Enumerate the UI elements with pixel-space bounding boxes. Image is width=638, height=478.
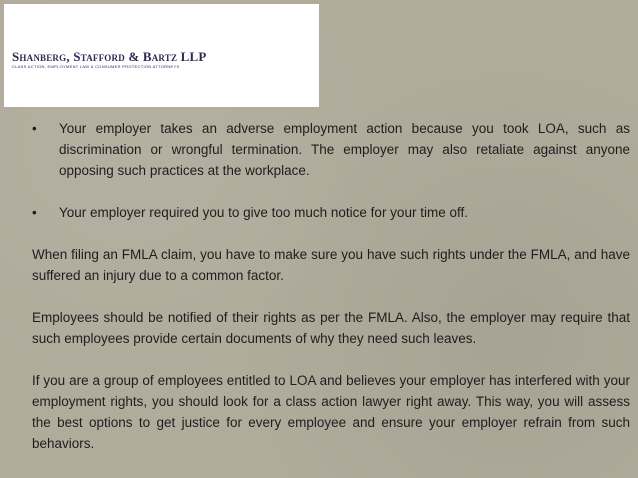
bullet-text: Your employer takes an adverse employment action because you took LOA, such as discrimination or wrongful termination. The employer may also retaliate against anyone opposing such practices at the workplace. [59,121,630,178]
firm-tagline: CLASS ACTION, EMPLOYMENT LAW & CONSUMER PROTECTION ATTORNEYS [12,64,180,69]
slide-body [32,118,630,454]
bullet-item [32,118,630,181]
firm-name: Shanberg, Stafford & Bartz LLP [12,49,207,64]
bullet-item [32,202,630,223]
bullet-icon: • [32,121,37,136]
firm-logo [4,4,319,107]
paragraph-class-action: If you are a group of employees entitled to LOA and believes your employer has interfered with your employment rights, you should look for a class action lawyer right away. This way, you will assess the best options to get justice for every employee and ensure your employer refrain from such behaviors. [32,373,630,451]
paragraph-employee-rights: Employees should be notified of their rights as per the FMLA. Also, the employer may require that such employees provide certain documents of why they need such leaves. [32,310,630,346]
bullet-text: Your employer required you to give too much notice for your time off. [59,205,468,220]
bullet-icon: • [32,205,37,220]
paragraph-fmla-claim: When filing an FMLA claim, you have to make sure you have such rights under the FMLA, and have suffered an injury due to a common factor. [32,247,630,283]
